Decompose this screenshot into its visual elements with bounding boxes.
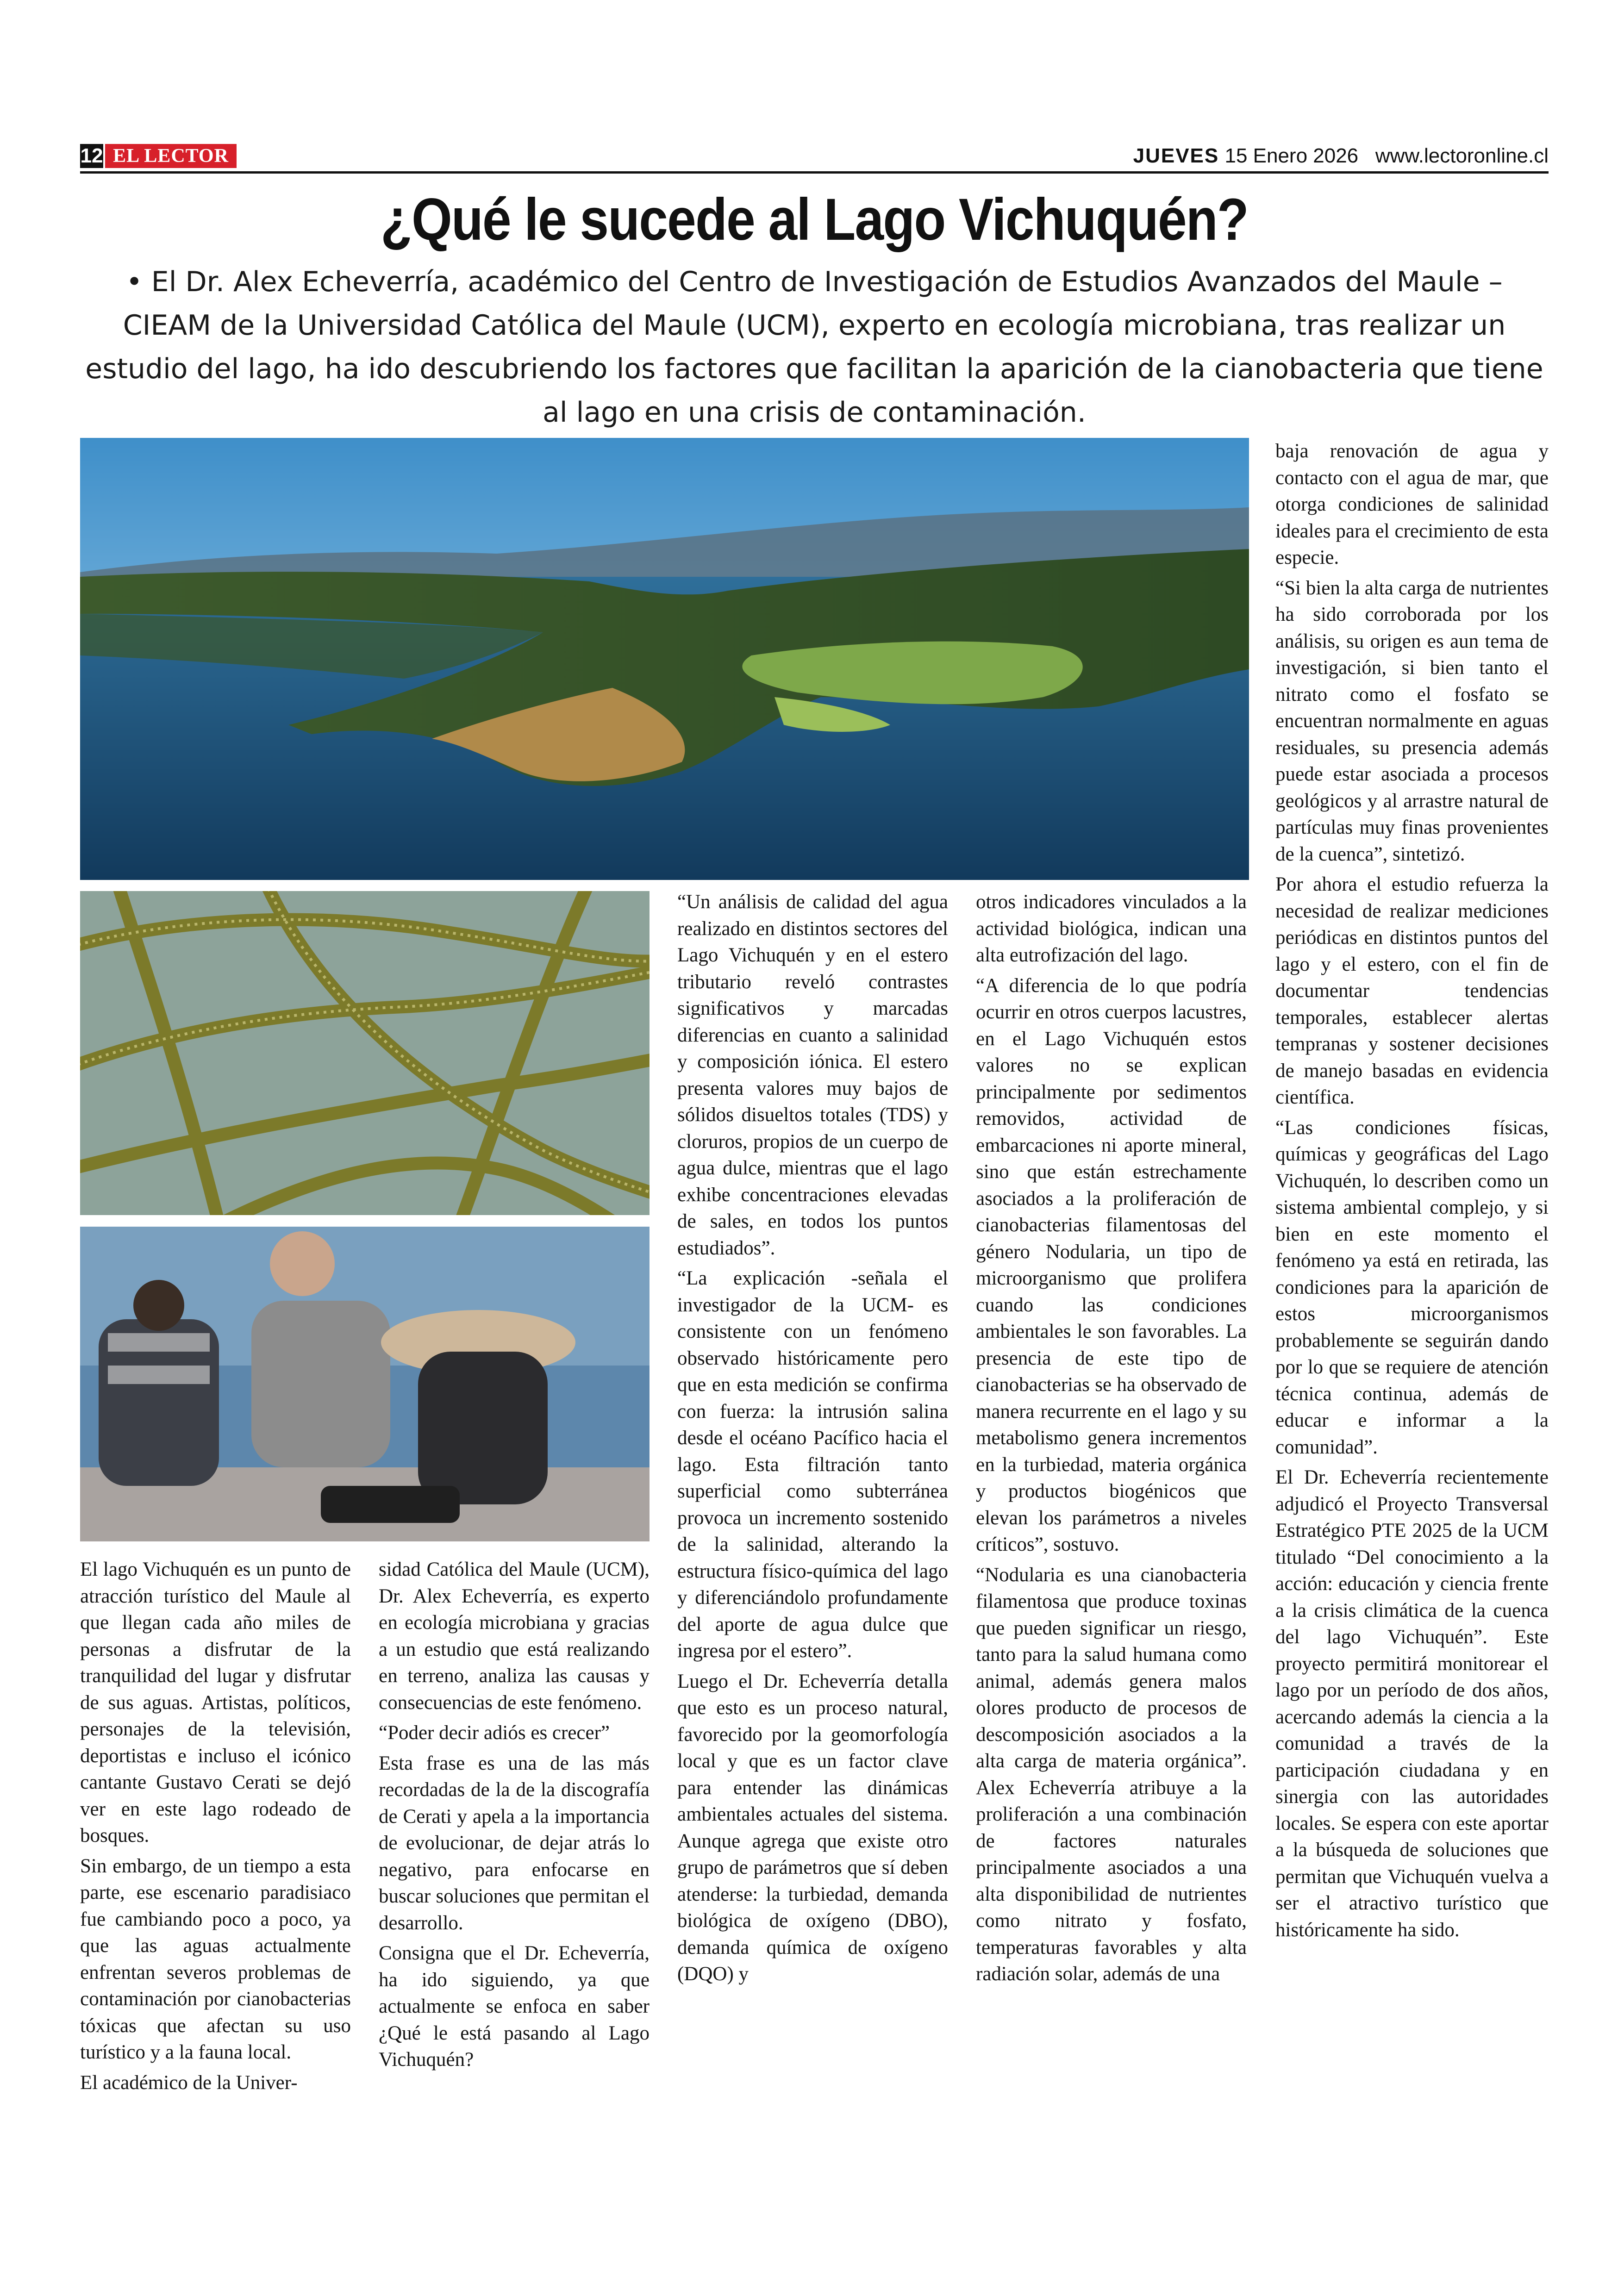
- header-divider: [80, 171, 1549, 174]
- paragraph: El académico de la Univer-: [80, 2071, 298, 2094]
- paragraph: Esta frase es una de las más recordadas de la de la discografía de Cerati y apela a la importancia de evolucionar, de dejar atrás lo negativo, para enfocarse en buscar soluciones que permitan el desarrollo.: [379, 1752, 650, 1934]
- newspaper-logo: EL LECTOR: [105, 144, 237, 168]
- paragraph: sidad Católica del Maule (UCM), Dr. Alex Echeverría, es experto en ecología microbiana y gracias a un estudio que está realizando en terreno, analiza las causas y consecuencias de este fenómeno.: [379, 1559, 650, 1714]
- page-number: 12: [80, 144, 103, 167]
- paragraph: “Poder decir adiós es crecer”: [379, 1722, 610, 1744]
- paragraph: “Las condiciones físicas, químicas y geográficas del Lago Vichuquén, lo describen como un sistema ambiental complejo, y si bien en este momento el fenómeno ya está en retirada, las condiciones para la aparición de estos microorganismos probablemente se seguirán dando por lo que se requiere de atención técnica continua, además de educar e informar a la comunidad”.: [1275, 1116, 1549, 1458]
- paragraph: “A diferencia de lo que podría ocurrir en otros cuerpos lacustres, en el Lago Vichuquén estos valores no se explican principalmente por sedimentos removidos, actividad de embarcaciones ni aporte mineral, sino que están estrechamente asociados a la proliferación de cianobacterias filamentosas del género Nodularia, un tipo de microorganismo que prolifera cuando las condiciones ambientales le son favorables. La presencia de este tipo de cianobacterias se ha observado de manera recurrente en el lago y su metabolismo genera incrementos en la turbiedad, materia orgánica y productos biogénicos que elevan los parámetros a niveles críticos”, sostuvo.: [976, 974, 1247, 1555]
- paragraph: Sin embargo, de un tiempo a esta parte, ese escenario paradisiaco fue cambiando poco a poco, ya que las aguas actualmente enfrentan severos problemas de contaminación por cianobacterias tóxicas que afectan su uso turístico y a la fauna local.: [80, 1855, 351, 2063]
- lake-aerial-photo: [80, 438, 1249, 880]
- article-subtitle: • El Dr. Alex Echeverría, académico del Centro de Investigación de Estudios Avanzados del Maule – CIEAM de la Universidad Católica del Maule (UCM), experto en ecología microbiana, tras realizar un estudio del lago, ha ido descubriendo los factores que facilitan la aparición de la cianobacteria que tiene al lago en una crisis de contaminación.: [85, 266, 1543, 429]
- header-day: JUEVES: [1133, 144, 1219, 167]
- paragraph: Luego el Dr. Echeverría detalla que esto es un proceso natural, favorecido por la geomorfología local y que es un factor clave para entender las dinámicas ambientales actuales del sistema. Aunque agrega que existe otro grupo de parámetros que sí deben atenderse: la turbiedad, demanda biológica de oxígeno (DBO), demanda química de oxígeno (DQO) y: [677, 1670, 948, 1985]
- header-date: 15 Enero 2026: [1224, 144, 1359, 167]
- researchers-sampling-photo: [80, 1227, 650, 1541]
- paragraph: Consigna que el Dr. Echeverría, ha ido siguiendo, ya que actualmente se enfoca en saber ¿Qué le está pasando al Lago Vichuquén?: [379, 1942, 650, 2070]
- paragraph: El lago Vichuquén es un punto de atracción turístico del Maule al que llegan cada año miles de personas a disfrutar de la tranquilidad del lugar y disfrutar de sus aguas. Artistas, políticos, personajes de la televisión, deportistas e incluso el icónico cantante Gustavo Cerati se dejó ver en este lago rodeado de bosques.: [80, 1559, 351, 1846]
- paragraph: El Dr. Echeverría recientemente adjudicó el Proyecto Transversal Estratégico PTE 2025 de la UCM titulado “Del conocimiento a la acción: educación y ciencia frente a la crisis climática de la cuenca del lago Vichuquén”. Este proyecto permitirá monitorear el lago por un período de dos años, acercando además la ciencia a la comunidad a través de la participación ciudadana y en sinergia con las autoridades locales. Se espera con este aportar a la búsqueda de soluciones que permitan que Vichuquén vuelva a ser el atractivo turístico que históricamente ha sido.: [1275, 1466, 1549, 1941]
- header-website: www.lectoronline.cl: [1375, 144, 1549, 167]
- article-column-3: [677, 889, 948, 1991]
- paragraph: “Si bien la alta carga de nutrientes ha sido corroborada por los análisis, su origen es aun tema de investigación, si bien tanto el nitrato como el fosfato se encuentran normalmente en aguas residuales, su presencia además puede estar asociada a procesos geológicos y al arrastre natural de partículas muy finas provenientes de la cuenca”, sintetizó.: [1275, 577, 1549, 865]
- article-column-5: [1275, 438, 1549, 1947]
- cyanobacteria-microscope-photo: [80, 891, 650, 1215]
- article-column-4: [976, 889, 1247, 1991]
- article-column-1: [80, 1556, 351, 2100]
- paragraph: “Nodularia es una cianobacteria filamentosa que produce toxinas que pueden significar un riesgo, tanto para la salud humana como animal, además genera malos olores producto de procesos de descomposición asociados a la alta carga de materia orgánica”. Alex Echeverría atribuye a la proliferación a una combinación de factores naturales principalmente asociados a una alta disponibilidad de nutrientes como nitrato y fosfato, temperaturas favorables y alta radiación solar, además de una: [976, 1564, 1247, 1985]
- article-column-2: [379, 1556, 650, 2077]
- paragraph: Por ahora el estudio refuerza la necesidad de realizar mediciones periódicas en distintos puntos del lago y el estero, con el fin de documentar tendencias temporales, establecer alertas tempranas y sostener decisiones de manejo basadas en evidencia científica.: [1275, 873, 1549, 1108]
- paragraph: baja renovación de agua y contacto con el agua de mar, que otorga condiciones de salinidad ideales para el crecimiento de esta especie.: [1275, 440, 1549, 568]
- paragraph: “Un análisis de calidad del agua realizado en distintos sectores del Lago Vichuquén y en el estero tributario reveló contrastes significativos y marcadas diferencias en cuanto a salinidad y composición iónica. El estero presenta valores muy bajos de sólidos disueltos totales (TDS) y cloruros, propios de un cuerpo de agua dulce, mientras que el lago exhibe concentraciones elevadas de sales, en todos los puntos estudiados”.: [677, 891, 948, 1259]
- article-headline: ¿Qué le sucede al Lago Vichuquén?: [381, 187, 1248, 253]
- header-date-line: [1133, 144, 1549, 168]
- paragraph: otros indicadores vinculados a la actividad biológica, indican una alta eutrofización del lago.: [976, 891, 1247, 966]
- paragraph: “La explicación -señala el investigador de la UCM- es consistente con un fenómeno observado históricamente pero que en esta medición se confirma con fuerza: la intrusión salina desde el océano Pacífico hacia el lago. Esta filtración tanto superficial como subterránea provoca un incremento sostenido de la salinidad, alterando la estructura físico-química del lago y diferenciándolo profundamente del aporte de agua dulce que ingresa por el estero”.: [677, 1267, 948, 1662]
